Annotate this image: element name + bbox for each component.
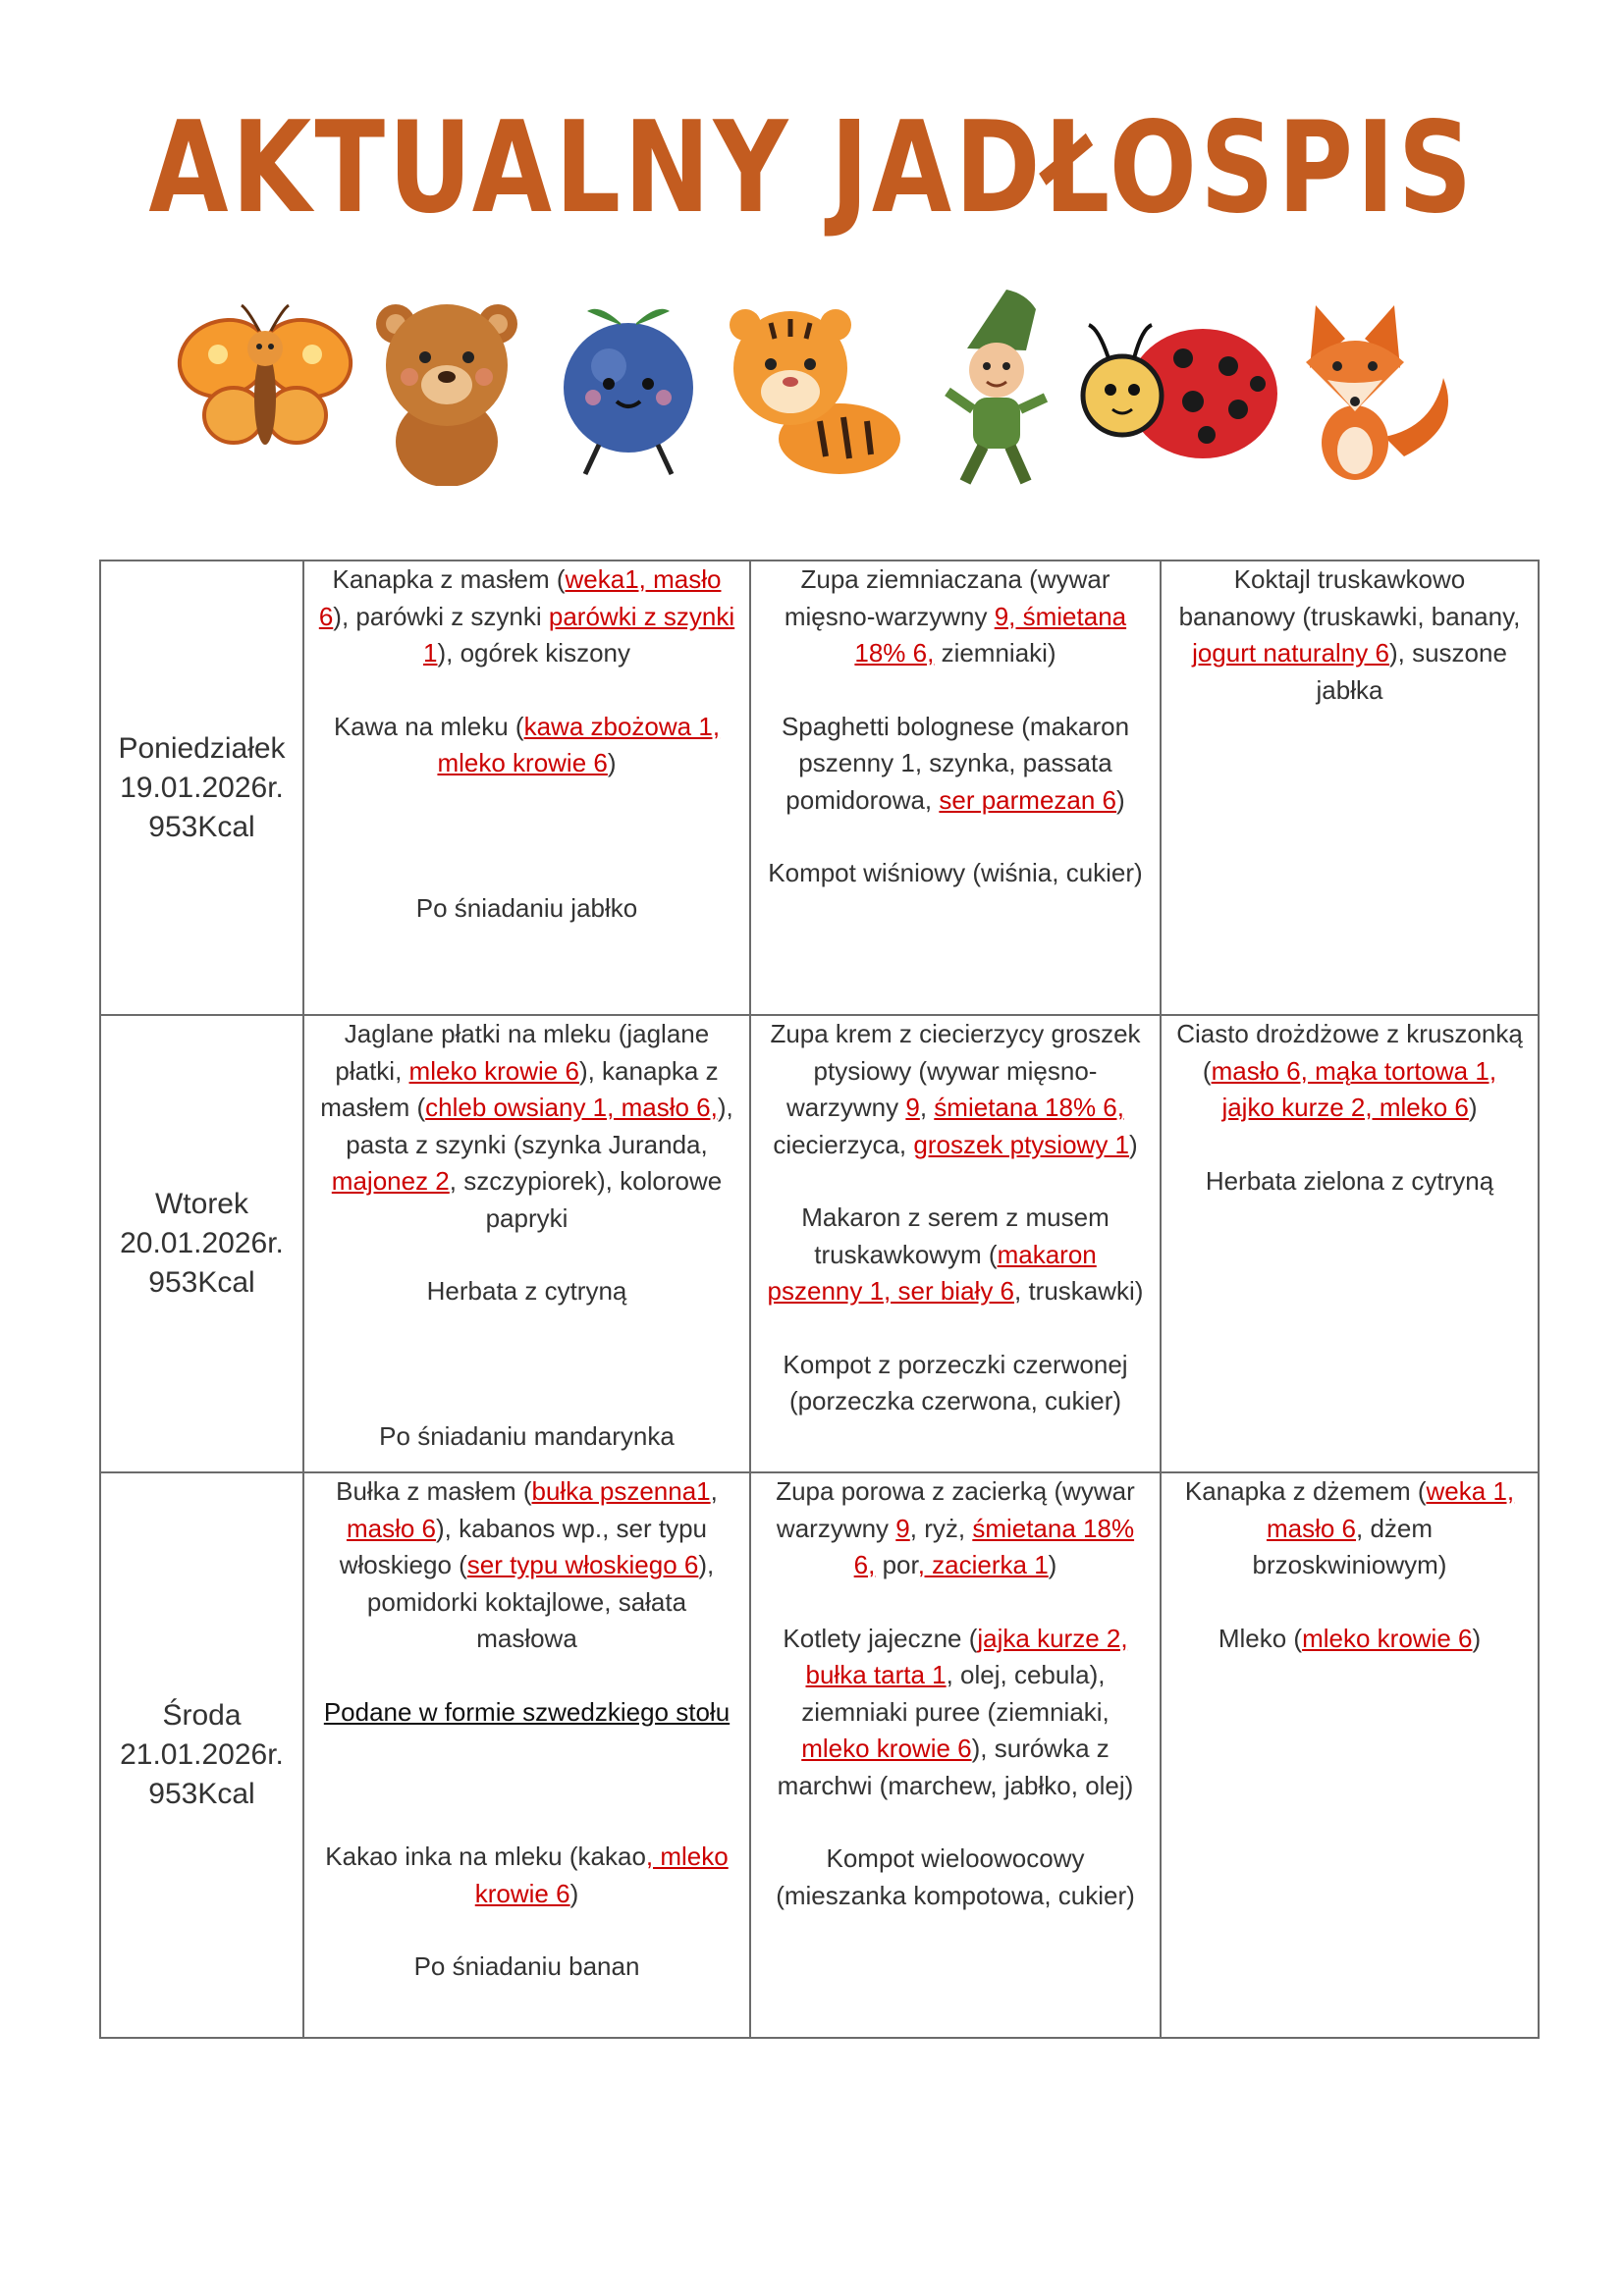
day-cell <box>100 561 303 1015</box>
menu-text: ) <box>1472 1623 1482 1653</box>
lunch-cell <box>750 561 1161 1015</box>
lunch-cell <box>750 1015 1161 1472</box>
menu-text: Kanapka z masłem ( <box>332 564 566 594</box>
after-breakfast-fruit: Po śniadaniu jabłko <box>415 892 638 923</box>
snack-cell <box>1161 1472 1539 2038</box>
breakfast-cell <box>303 1015 750 1472</box>
allergen-text: mleko krowie 6 <box>801 1734 972 1763</box>
menu-text: , truskawki) <box>1014 1276 1144 1306</box>
menu-text: Mleko ( <box>1218 1623 1303 1653</box>
menu-text: ), pasta z szynki (szynka Juranda, <box>346 1093 733 1159</box>
menu-text: , <box>710 1476 718 1506</box>
lunch-cell <box>750 1472 1161 2038</box>
serving-note: Podane w formie szwedzkiego stołu <box>323 1696 731 1727</box>
menu-text: Spaghetti bolognese (makaron pszenny 1, szynka, passata pomidorowa, <box>781 711 1130 815</box>
menu-text: ), surówka z marchwi (marchew, jabłko, olej) <box>777 1734 1134 1800</box>
menu-text: ) <box>569 1878 579 1908</box>
tiger-icon <box>730 309 900 474</box>
menu-text: Zupa ziemniaczana (wywar mięsno-warzywny <box>784 564 1110 631</box>
bear-icon <box>376 304 517 486</box>
allergen-text: jogurt naturalny 6 <box>1192 638 1389 667</box>
day-kcal: 953Kcal <box>148 810 255 843</box>
allergen-text: 9, śmietana 18% 6, <box>854 601 1127 667</box>
menu-text: Kompot wieloowocowy (mieszanka kompotowa, cukier) <box>776 1843 1135 1910</box>
menu-text: Makaron z serem z musem truskawkowym ( <box>801 1202 1110 1269</box>
allergen-text: , zacierka 1 <box>917 1550 1049 1579</box>
allergen-text: jajka kurze 2, bułka tarta 1 <box>805 1623 1128 1689</box>
menu-text: Ciasto drożdżowe z kruszonką ( <box>1176 1019 1523 1086</box>
menu-text: por <box>875 1550 918 1579</box>
day-cell <box>100 1015 303 1472</box>
menu-text: Kotlety jajeczne ( <box>783 1623 978 1653</box>
menu-text: ), suszone jabłka <box>1316 638 1507 705</box>
allergen-text: 9 <box>895 1513 910 1543</box>
allergen-text: 9 <box>905 1093 920 1122</box>
allergen-text: weka1, masło 6 <box>318 564 722 631</box>
fox-icon <box>1306 305 1448 480</box>
day-date: 21.01.2026r. <box>120 1738 284 1771</box>
allergen-text: weka 1, masło 6 <box>1266 1476 1515 1543</box>
blueberry-icon <box>564 309 693 474</box>
page-title: AKTUALNY JADŁOSPIS <box>148 95 1476 241</box>
day-cell <box>100 1472 303 2038</box>
day-date: 20.01.2026r. <box>120 1227 284 1259</box>
allergen-text: parówki z szynki 1 <box>423 601 735 667</box>
menu-text: ) <box>1116 784 1125 815</box>
allergen-text: majonez 2 <box>331 1166 450 1196</box>
menu-text: , olej, cebula), ziemniaki puree (ziemniaki, <box>801 1660 1110 1727</box>
menu-text: ) <box>1048 1550 1057 1579</box>
snack-cell <box>1161 561 1539 1015</box>
menu-text: ) <box>1468 1093 1478 1122</box>
menu-text: ), ogórek kiszony <box>437 638 630 667</box>
after-breakfast-fruit: Po śniadaniu mandarynka <box>379 1420 675 1451</box>
day-name: Środa <box>162 1699 242 1732</box>
menu-text: , dżem brzoskwiniowym) <box>1252 1513 1447 1579</box>
menu-text: ) <box>607 748 617 777</box>
menu-text: Zupa krem z ciecierzycy groszek ptysiowy (wywar mięsno-warzywny <box>770 1019 1141 1122</box>
allergen-text: masło 6, mąka tortowa 1, jajko kurze 2, mleko 6 <box>1211 1055 1497 1122</box>
snack-cell <box>1161 1015 1539 1472</box>
day-date: 19.01.2026r. <box>120 771 284 804</box>
menu-text: Herbata z cytryną <box>426 1276 627 1306</box>
menu-text: Koktajl truskawkowo bananowy (truskawki, banany, <box>1178 564 1521 631</box>
allergen-text: chleb owsiany 1, masło 6, <box>425 1093 718 1122</box>
menu-text: Jaglane płatki na mleku (jaglane płatki, <box>335 1019 710 1086</box>
allergen-text: ser parmezan 6 <box>939 784 1117 815</box>
allergen-text: groszek ptysiowy 1 <box>913 1129 1130 1159</box>
menu-text: , szczypiorek), kolorowe papryki <box>449 1166 723 1233</box>
allergen-text: masło 6 <box>346 1513 436 1543</box>
allergen-text: mleko krowie 6 <box>1302 1623 1473 1653</box>
table-row <box>100 1472 1539 2038</box>
allergen-text: mleko krowie 6 <box>408 1055 579 1086</box>
menu-text: ), kabanos wp., ser typu włoskiego ( <box>339 1513 708 1579</box>
allergen-text: makaron pszenny 1, ser biały 6 <box>767 1239 1097 1306</box>
allergen-text: , mleko krowie 6 <box>474 1842 729 1908</box>
allergen-text: bułka pszenna1 <box>531 1476 711 1506</box>
day-kcal: 953Kcal <box>148 1778 255 1810</box>
menu-text: Kompot wiśniowy (wiśnia, cukier) <box>768 858 1143 887</box>
menu-text: ), kanapka z masłem ( <box>320 1055 719 1122</box>
menu-text: Herbata zielona z cytryną <box>1205 1165 1494 1196</box>
menu-text: Kanapka z dżemem ( <box>1184 1476 1427 1506</box>
menu-text: Kakao inka na mleku (kakao <box>325 1842 646 1871</box>
menu-table <box>99 560 1540 2039</box>
menu-text: ), pomidorki koktajlowe, sałata masłowa <box>366 1550 715 1653</box>
menu-text: Kompot z porzeczki czerwonej (porzeczka czerwona, cukier) <box>783 1349 1128 1415</box>
after-breakfast-fruit: Po śniadaniu banan <box>413 1951 640 1981</box>
menu-text: , ryż, <box>909 1513 973 1543</box>
table-row <box>100 561 1539 1015</box>
menu-text: ), parówki z szynki <box>333 601 549 631</box>
butterfly-icon <box>177 305 361 445</box>
menu-text: , <box>919 1093 935 1122</box>
menu-text: ziemniaki) <box>934 638 1056 667</box>
allergen-text: kawa zbożowa 1, mleko krowie 6 <box>437 711 721 777</box>
day-name: Wtorek <box>154 1188 248 1220</box>
menu-text: Zupa porowa z zacierką (wywar warzywny <box>776 1476 1135 1543</box>
menu-text: Kawa na mleku ( <box>333 711 524 741</box>
allergen-text: śmietana 18% 6, <box>853 1513 1135 1579</box>
menu-text: ) <box>1129 1129 1138 1159</box>
menu-text: Bułka z masłem ( <box>336 1476 532 1506</box>
day-name: Poniedziałek <box>118 731 286 765</box>
mascot-illustrations <box>177 290 1453 486</box>
menu-text: ciecierzyca, <box>773 1129 914 1159</box>
gnome-icon <box>947 290 1046 482</box>
day-kcal: 953Kcal <box>148 1266 255 1299</box>
breakfast-cell <box>303 561 750 1015</box>
breakfast-cell <box>303 1472 750 2038</box>
allergen-text: śmietana 18% 6, <box>934 1093 1124 1122</box>
table-row <box>100 1015 1539 1472</box>
allergen-text: ser typu włoskiego 6 <box>466 1550 699 1579</box>
ladybug-icon <box>1083 325 1277 458</box>
